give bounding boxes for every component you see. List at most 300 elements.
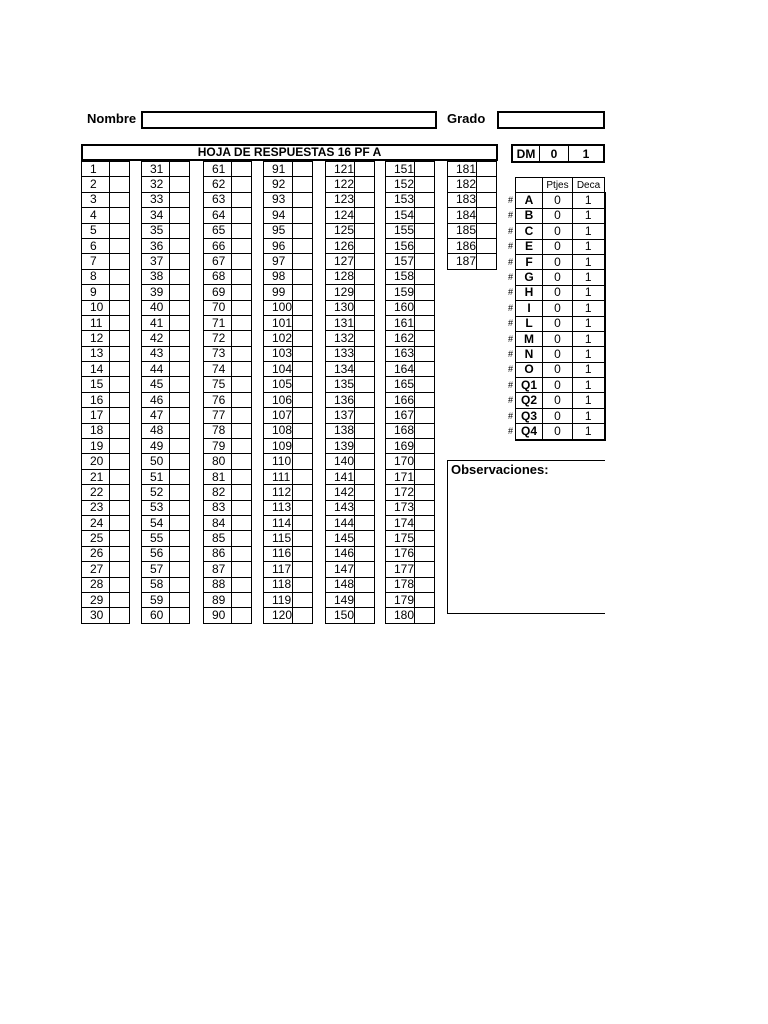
- question-number: 54: [142, 515, 170, 530]
- answer-cell[interactable]: [110, 439, 130, 454]
- answer-cell[interactable]: [355, 223, 375, 238]
- answer-cell[interactable]: [170, 608, 190, 623]
- answer-cell[interactable]: [355, 315, 375, 330]
- answer-cell[interactable]: [293, 469, 313, 484]
- answer-row: [386, 254, 435, 269]
- answer-row: [82, 192, 130, 207]
- answer-cell[interactable]: [232, 515, 252, 530]
- answer-cell[interactable]: [232, 192, 252, 207]
- answer-cell[interactable]: [415, 592, 435, 607]
- answer-cell[interactable]: [355, 608, 375, 623]
- answer-row: [386, 362, 435, 377]
- answer-cell[interactable]: [293, 162, 313, 177]
- answer-cell[interactable]: [355, 300, 375, 315]
- answer-cell[interactable]: [110, 531, 130, 546]
- factor-deca: 1: [573, 424, 605, 440]
- answer-cell[interactable]: [293, 592, 313, 607]
- question-number: 6: [82, 238, 110, 253]
- answer-cell[interactable]: [293, 377, 313, 392]
- answer-cell[interactable]: [355, 423, 375, 438]
- answer-row: [82, 485, 130, 500]
- factor-ptjes: 0: [543, 224, 573, 239]
- answer-column: [325, 161, 375, 624]
- answer-cell[interactable]: [293, 192, 313, 207]
- question-number: 147: [326, 562, 355, 577]
- answer-cell[interactable]: [355, 577, 375, 592]
- answer-cell[interactable]: [415, 192, 435, 207]
- answer-cell[interactable]: [110, 592, 130, 607]
- answer-cell[interactable]: [232, 592, 252, 607]
- question-number: 57: [142, 562, 170, 577]
- question-number: 132: [326, 331, 355, 346]
- answer-cell[interactable]: [355, 192, 375, 207]
- answer-cell[interactable]: [477, 192, 497, 207]
- answer-cell[interactable]: [170, 392, 190, 407]
- factor-ptjes: 0: [543, 285, 573, 300]
- answer-cell[interactable]: [170, 162, 190, 177]
- answer-column: [263, 161, 313, 624]
- answer-row: [386, 577, 435, 592]
- question-number: 20: [82, 454, 110, 469]
- answer-cell[interactable]: [110, 392, 130, 407]
- answer-cell[interactable]: [415, 223, 435, 238]
- answer-cell[interactable]: [415, 546, 435, 561]
- answer-cell[interactable]: [170, 208, 190, 223]
- answer-cell[interactable]: [170, 192, 190, 207]
- answer-cell[interactable]: [477, 208, 497, 223]
- answer-cell[interactable]: [232, 562, 252, 577]
- question-number: 26: [82, 546, 110, 561]
- question-number: 32: [142, 177, 170, 192]
- factor-ptjes: 0: [543, 316, 573, 331]
- answer-row: [326, 469, 375, 484]
- factor-name: N: [516, 347, 543, 362]
- answer-cell[interactable]: [110, 515, 130, 530]
- answer-cell[interactable]: [415, 238, 435, 253]
- answer-cell[interactable]: [232, 408, 252, 423]
- answer-row: [204, 377, 252, 392]
- answer-cell[interactable]: [355, 377, 375, 392]
- answer-cell[interactable]: [355, 208, 375, 223]
- answer-cell[interactable]: [293, 608, 313, 623]
- answer-cell[interactable]: [293, 515, 313, 530]
- answer-cell[interactable]: [415, 254, 435, 269]
- answer-cell[interactable]: [415, 331, 435, 346]
- answer-cell[interactable]: [110, 577, 130, 592]
- answer-cell[interactable]: [355, 500, 375, 515]
- answer-cell[interactable]: [415, 454, 435, 469]
- question-number: 35: [142, 223, 170, 238]
- answer-cell[interactable]: [355, 515, 375, 530]
- answer-cell[interactable]: [170, 269, 190, 284]
- answer-cell[interactable]: [293, 531, 313, 546]
- answer-cell[interactable]: [355, 238, 375, 253]
- answer-cell[interactable]: [232, 177, 252, 192]
- answer-row: [82, 515, 130, 530]
- answer-cell[interactable]: [232, 546, 252, 561]
- answer-cell[interactable]: [415, 362, 435, 377]
- question-number: 170: [386, 454, 415, 469]
- answer-cell[interactable]: [232, 454, 252, 469]
- question-number: 67: [204, 254, 232, 269]
- answer-cell[interactable]: [232, 531, 252, 546]
- answer-cell[interactable]: [232, 254, 252, 269]
- header-deca: Deca: [573, 178, 605, 193]
- answer-cell[interactable]: [415, 469, 435, 484]
- answer-cell[interactable]: [170, 377, 190, 392]
- answer-cell[interactable]: [170, 577, 190, 592]
- question-number: 138: [326, 423, 355, 438]
- question-number: 153: [386, 192, 415, 207]
- answer-cell[interactable]: [110, 300, 130, 315]
- answer-cell[interactable]: [293, 285, 313, 300]
- answer-row: [204, 346, 252, 361]
- answer-cell[interactable]: [110, 162, 130, 177]
- answer-cell[interactable]: [355, 177, 375, 192]
- answer-cell[interactable]: [110, 331, 130, 346]
- answer-cell[interactable]: [110, 346, 130, 361]
- answer-cell[interactable]: [110, 608, 130, 623]
- answer-cell[interactable]: [170, 300, 190, 315]
- answer-cell[interactable]: [232, 208, 252, 223]
- answer-cell[interactable]: [170, 362, 190, 377]
- question-number: 18: [82, 423, 110, 438]
- question-number: 52: [142, 485, 170, 500]
- question-number: 9: [82, 285, 110, 300]
- answer-cell[interactable]: [232, 377, 252, 392]
- answer-cell[interactable]: [415, 500, 435, 515]
- answer-cell[interactable]: [232, 300, 252, 315]
- answer-cell[interactable]: [415, 377, 435, 392]
- question-number: 102: [264, 331, 293, 346]
- answer-cell[interactable]: [293, 392, 313, 407]
- answer-cell[interactable]: [355, 285, 375, 300]
- question-number: 78: [204, 423, 232, 438]
- answer-row: [204, 485, 252, 500]
- answer-cell[interactable]: [232, 485, 252, 500]
- answer-row: [386, 162, 435, 177]
- answer-cell[interactable]: [170, 469, 190, 484]
- answer-cell[interactable]: [293, 362, 313, 377]
- answer-row: [386, 177, 435, 192]
- answer-cell[interactable]: [110, 546, 130, 561]
- answer-cell[interactable]: [232, 269, 252, 284]
- answer-cell[interactable]: [415, 315, 435, 330]
- answer-row: [204, 362, 252, 377]
- answer-cell[interactable]: [170, 485, 190, 500]
- question-number: 152: [386, 177, 415, 192]
- answer-cell[interactable]: [355, 531, 375, 546]
- answer-row: [386, 439, 435, 454]
- answer-row: [142, 315, 190, 330]
- question-number: 83: [204, 500, 232, 515]
- answer-cell[interactable]: [293, 315, 313, 330]
- answer-cell[interactable]: [415, 439, 435, 454]
- answer-cell[interactable]: [355, 331, 375, 346]
- question-number: 82: [204, 485, 232, 500]
- answer-cell[interactable]: [293, 577, 313, 592]
- factor-ptjes: 0: [543, 378, 573, 393]
- answer-cell[interactable]: [415, 300, 435, 315]
- answer-cell[interactable]: [170, 315, 190, 330]
- answer-cell[interactable]: [232, 223, 252, 238]
- answer-row: [326, 238, 375, 253]
- question-number: 96: [264, 238, 293, 253]
- answer-cell[interactable]: [170, 515, 190, 530]
- answer-cell[interactable]: [110, 223, 130, 238]
- answer-cell[interactable]: [293, 562, 313, 577]
- factor-header-blank: [516, 178, 543, 193]
- factor-row: [508, 270, 605, 285]
- answer-cell[interactable]: [170, 592, 190, 607]
- answer-cell[interactable]: [170, 408, 190, 423]
- answer-cell[interactable]: [170, 439, 190, 454]
- answer-cell[interactable]: [110, 254, 130, 269]
- answer-row: [82, 608, 130, 623]
- answer-cell[interactable]: [232, 392, 252, 407]
- answer-row: [386, 208, 435, 223]
- answer-row: [204, 562, 252, 577]
- answer-row: [204, 192, 252, 207]
- answer-row: [326, 208, 375, 223]
- answer-cell[interactable]: [110, 285, 130, 300]
- answer-cell[interactable]: [415, 208, 435, 223]
- factor-row: [508, 331, 605, 346]
- factor-deca: 1: [573, 208, 605, 223]
- answer-cell[interactable]: [355, 408, 375, 423]
- answer-cell[interactable]: [110, 454, 130, 469]
- question-number: 142: [326, 485, 355, 500]
- answer-cell[interactable]: [110, 377, 130, 392]
- question-number: 73: [204, 346, 232, 361]
- hash-mark: #: [508, 426, 514, 437]
- question-number: 29: [82, 592, 110, 607]
- answer-cell[interactable]: [415, 423, 435, 438]
- answer-cell[interactable]: [110, 469, 130, 484]
- answer-cell[interactable]: [170, 500, 190, 515]
- answer-cell[interactable]: [293, 331, 313, 346]
- answer-cell[interactable]: [232, 346, 252, 361]
- answer-cell[interactable]: [293, 223, 313, 238]
- question-number: 137: [326, 408, 355, 423]
- answer-row: [448, 254, 497, 269]
- observaciones-label: Observaciones:: [451, 462, 549, 477]
- answer-cell[interactable]: [355, 469, 375, 484]
- answer-row: [82, 300, 130, 315]
- answer-cell[interactable]: [293, 177, 313, 192]
- answer-row: [204, 269, 252, 284]
- answer-cell[interactable]: [415, 269, 435, 284]
- answer-cell[interactable]: [110, 362, 130, 377]
- answer-row: [448, 238, 497, 253]
- answer-row: [142, 531, 190, 546]
- question-number: 80: [204, 454, 232, 469]
- factor-ptjes: 0: [543, 362, 573, 377]
- answer-cell[interactable]: [477, 177, 497, 192]
- question-number: 136: [326, 392, 355, 407]
- answer-cell[interactable]: [170, 177, 190, 192]
- answer-cell[interactable]: [170, 562, 190, 577]
- answer-cell[interactable]: [355, 592, 375, 607]
- factor-name: I: [516, 301, 543, 316]
- answer-cell[interactable]: [170, 346, 190, 361]
- answer-row: [326, 577, 375, 592]
- answer-cell[interactable]: [170, 254, 190, 269]
- answer-cell[interactable]: [293, 500, 313, 515]
- answer-cell[interactable]: [415, 577, 435, 592]
- question-number: 92: [264, 177, 293, 192]
- answer-row: [82, 238, 130, 253]
- question-number: 40: [142, 300, 170, 315]
- answer-cell[interactable]: [232, 162, 252, 177]
- answer-cell[interactable]: [355, 562, 375, 577]
- answer-cell[interactable]: [415, 285, 435, 300]
- question-number: 107: [264, 408, 293, 423]
- question-number: 133: [326, 346, 355, 361]
- answer-cell[interactable]: [232, 577, 252, 592]
- answer-cell[interactable]: [415, 408, 435, 423]
- answer-row: [386, 269, 435, 284]
- answer-cell[interactable]: [355, 485, 375, 500]
- answer-cell[interactable]: [110, 423, 130, 438]
- answer-cell[interactable]: [355, 362, 375, 377]
- answer-cell[interactable]: [293, 546, 313, 561]
- answer-row: [326, 423, 375, 438]
- factor-name: O: [516, 362, 543, 377]
- answer-cell[interactable]: [415, 177, 435, 192]
- answer-row: [264, 162, 313, 177]
- question-number: 165: [386, 377, 415, 392]
- answer-cell[interactable]: [110, 562, 130, 577]
- question-number: 157: [386, 254, 415, 269]
- answer-cell[interactable]: [293, 269, 313, 284]
- answer-cell[interactable]: [232, 439, 252, 454]
- answer-row: [386, 562, 435, 577]
- answer-cell[interactable]: [415, 562, 435, 577]
- answer-cell[interactable]: [415, 608, 435, 623]
- answer-row: [82, 392, 130, 407]
- question-number: 116: [264, 546, 293, 561]
- answer-row: [204, 546, 252, 561]
- answer-cell[interactable]: [110, 208, 130, 223]
- answer-row: [264, 377, 313, 392]
- answer-cell[interactable]: [170, 546, 190, 561]
- answer-row: [386, 485, 435, 500]
- answer-cell[interactable]: [293, 454, 313, 469]
- question-number: 61: [204, 162, 232, 177]
- answer-row: [448, 192, 497, 207]
- answer-cell[interactable]: [170, 238, 190, 253]
- answer-cell[interactable]: [293, 254, 313, 269]
- question-number: 43: [142, 346, 170, 361]
- question-number: 181: [448, 162, 477, 177]
- answer-cell[interactable]: [293, 346, 313, 361]
- answer-cell[interactable]: [355, 454, 375, 469]
- answer-cell[interactable]: [293, 208, 313, 223]
- answer-cell[interactable]: [232, 608, 252, 623]
- answer-cell[interactable]: [170, 531, 190, 546]
- answer-cell[interactable]: [232, 285, 252, 300]
- answer-cell[interactable]: [293, 423, 313, 438]
- answer-cell[interactable]: [110, 315, 130, 330]
- answer-cell[interactable]: [170, 423, 190, 438]
- answer-cell[interactable]: [232, 331, 252, 346]
- factor-row: [508, 347, 605, 362]
- answer-cell[interactable]: [110, 192, 130, 207]
- answer-cell[interactable]: [477, 162, 497, 177]
- grado-field[interactable]: [497, 111, 605, 129]
- answer-cell[interactable]: [110, 500, 130, 515]
- answer-cell[interactable]: [355, 439, 375, 454]
- factor-deca: 1: [573, 331, 605, 346]
- answer-cell[interactable]: [232, 423, 252, 438]
- answer-cell[interactable]: [415, 162, 435, 177]
- answer-cell[interactable]: [293, 439, 313, 454]
- answer-row: [142, 469, 190, 484]
- factor-header-row: [508, 178, 605, 193]
- answer-cell[interactable]: [355, 269, 375, 284]
- answer-cell[interactable]: [293, 408, 313, 423]
- answer-cell[interactable]: [110, 408, 130, 423]
- answer-cell[interactable]: [355, 392, 375, 407]
- answer-row: [326, 546, 375, 561]
- answer-cell[interactable]: [232, 315, 252, 330]
- answer-cell[interactable]: [415, 392, 435, 407]
- factor-row: [508, 254, 605, 269]
- answer-cell[interactable]: [415, 531, 435, 546]
- hash-mark: #: [508, 364, 514, 375]
- answer-cell[interactable]: [232, 238, 252, 253]
- factor-name: G: [516, 270, 543, 285]
- answer-cell[interactable]: [110, 269, 130, 284]
- nombre-field[interactable]: [141, 111, 437, 129]
- question-number: 64: [204, 208, 232, 223]
- answer-cell[interactable]: [355, 546, 375, 561]
- answer-cell[interactable]: [477, 223, 497, 238]
- question-number: 164: [386, 362, 415, 377]
- answer-cell[interactable]: [355, 162, 375, 177]
- answer-cell[interactable]: [170, 223, 190, 238]
- answer-row: [82, 331, 130, 346]
- answer-cell[interactable]: [170, 285, 190, 300]
- answer-row: [142, 408, 190, 423]
- answer-cell[interactable]: [110, 177, 130, 192]
- answer-cell[interactable]: [415, 515, 435, 530]
- answer-cell[interactable]: [415, 485, 435, 500]
- answer-cell[interactable]: [110, 485, 130, 500]
- answer-cell[interactable]: [477, 254, 497, 269]
- factor-name: Q2: [516, 393, 543, 408]
- answer-cell[interactable]: [293, 485, 313, 500]
- answer-cell[interactable]: [170, 331, 190, 346]
- answer-cell[interactable]: [293, 238, 313, 253]
- answer-row: [204, 531, 252, 546]
- answer-cell[interactable]: [355, 254, 375, 269]
- answer-cell[interactable]: [293, 300, 313, 315]
- answer-cell[interactable]: [415, 346, 435, 361]
- question-number: 51: [142, 469, 170, 484]
- answer-cell[interactable]: [232, 362, 252, 377]
- question-number: 22: [82, 485, 110, 500]
- question-number: 38: [142, 269, 170, 284]
- answer-cell[interactable]: [170, 454, 190, 469]
- answer-cell[interactable]: [355, 346, 375, 361]
- answer-cell[interactable]: [232, 469, 252, 484]
- answer-cell[interactable]: [477, 238, 497, 253]
- observaciones-box[interactable]: [447, 460, 605, 614]
- answer-cell[interactable]: [110, 238, 130, 253]
- answer-cell[interactable]: [232, 500, 252, 515]
